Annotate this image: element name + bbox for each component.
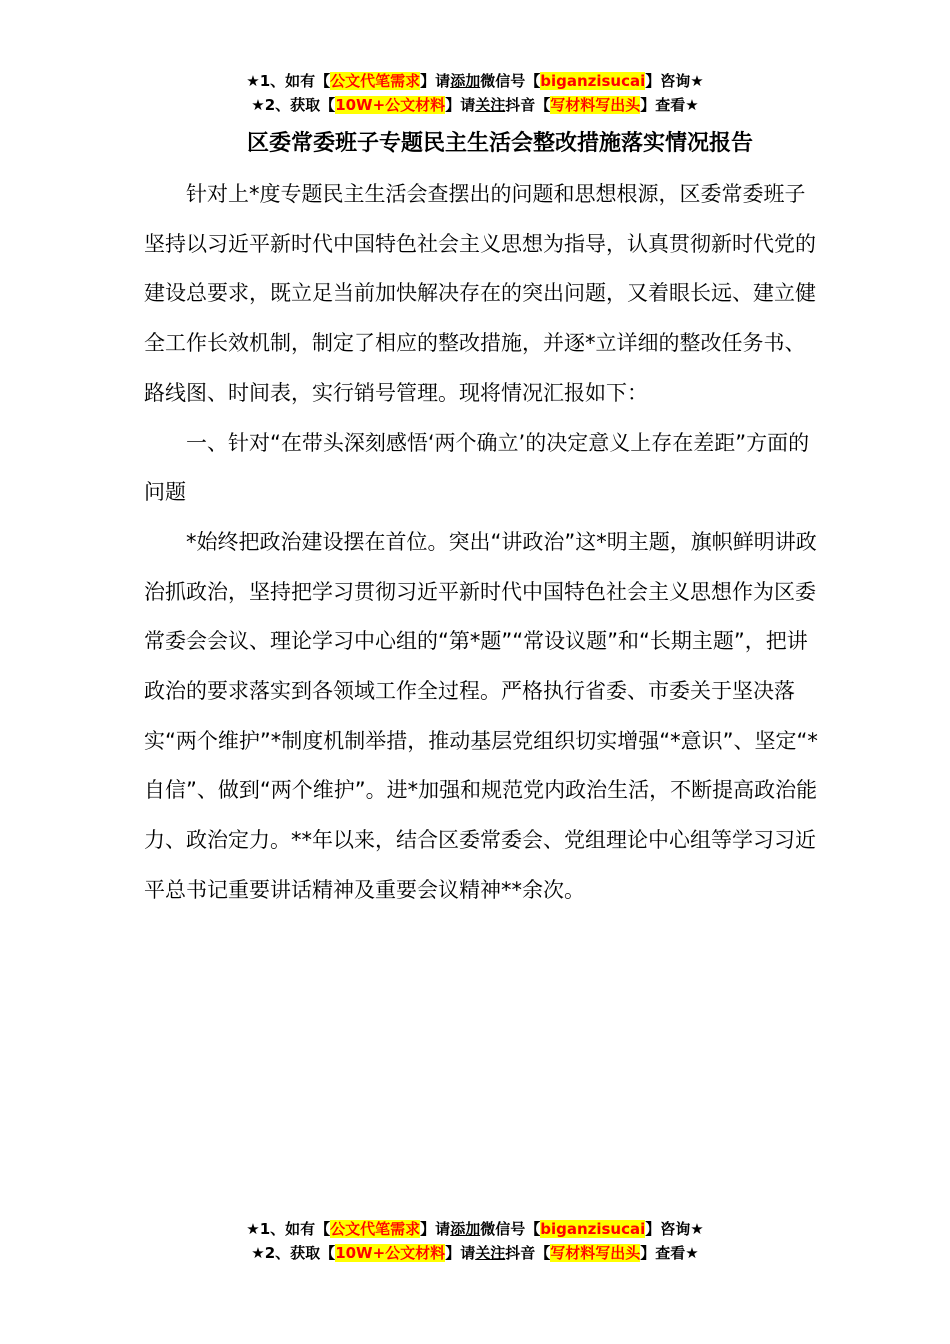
promo-text: 】查看★ (640, 96, 699, 114)
promo-underlined: 添加 (450, 72, 481, 90)
promo-text: 】查看★ (640, 1244, 699, 1262)
promo-line-2 (0, 1241, 950, 1265)
document-title: 区委常委班子专题民主生活会整改措施落实情况报告 (246, 131, 753, 156)
promo-text: 抖音【 (505, 1244, 551, 1262)
paragraph: 一、针对“在带头深刻感悟‘两个确立’的决定意义上存在差距”方面的问题 (144, 430, 810, 505)
promo-text: 微信号【 (480, 72, 541, 90)
promo-highlight: 公文代笔需求 (330, 1220, 421, 1238)
promo-underlined: 关注 (475, 96, 506, 114)
promo-underlined: 添加 (450, 1220, 481, 1238)
footer-promo-banner (0, 1217, 950, 1265)
promo-text: 微信号【 (480, 1220, 541, 1238)
promo-text: 抖音【 (505, 96, 551, 114)
paragraph: *始终把政治建设摆在首位。突出“讲政治”这*明主题，旗帜鲜明讲政治抓政治，坚持把学习贯彻习近平新时代中国特色社会主义思想作为区委常委会会议、理论学习中心组的“第*题”“常设议题”和“长期主题”，把讲政治的要求落实到各领域工作全过程。严格执行省委、市委关于坚决落实“两个维护”*制度机制举措，推动基层党组织切实增强“*意识”、坚定“*自信”、做到“两个维护”。进*加强和规范党内政治生活，不断提高政治能力、政治定力。**年以来，结合区委常委会、党组理论中心组等学习习近平总书记重要讲话精神及重要会议精神**余次。 (144, 529, 818, 902)
promo-line-2 (0, 93, 950, 117)
promo-text: ★2、获取【 (251, 96, 336, 114)
promo-text: 】请 (445, 1244, 476, 1262)
header-promo-banner (0, 69, 950, 117)
promo-highlight: 10W+公文材料 (335, 96, 446, 114)
promo-highlight: 写材料写出头 (550, 96, 641, 114)
paragraph: 针对上*度专题民主生活会查摆出的问题和思想根源，区委常委班子坚持以习近平新时代中国特色社会主义思想为指导，认真贯彻新时代党的建设总要求，既立足当前加快解决存在的突出问题，又着眼长远、建立健全工作长效机制，制定了相应的整改措施，并逐*立详细的整改任务书、路线图、时间表，实行销号管理。现将情况汇报如下： (144, 182, 816, 405)
promo-highlight: biganzisucai (540, 1220, 646, 1238)
promo-text: ★1、如有【 (246, 1220, 331, 1238)
promo-line-1 (0, 69, 950, 93)
promo-highlight: 写材料写出头 (550, 1244, 641, 1262)
promo-text: 】咨询★ (645, 72, 704, 90)
promo-text: 】请 (445, 96, 476, 114)
promo-line-1 (0, 1217, 950, 1241)
promo-text: 】请 (420, 72, 451, 90)
promo-text: 】请 (420, 1220, 451, 1238)
promo-underlined: 关注 (475, 1244, 506, 1262)
promo-text: ★1、如有【 (246, 72, 331, 90)
promo-highlight: 10W+公文材料 (335, 1244, 446, 1262)
promo-text: ★2、获取【 (251, 1244, 336, 1262)
promo-highlight: 公文代笔需求 (330, 72, 421, 90)
promo-highlight: biganzisucai (540, 72, 646, 90)
document-body (144, 170, 824, 916)
promo-text: 】咨询★ (645, 1220, 704, 1238)
